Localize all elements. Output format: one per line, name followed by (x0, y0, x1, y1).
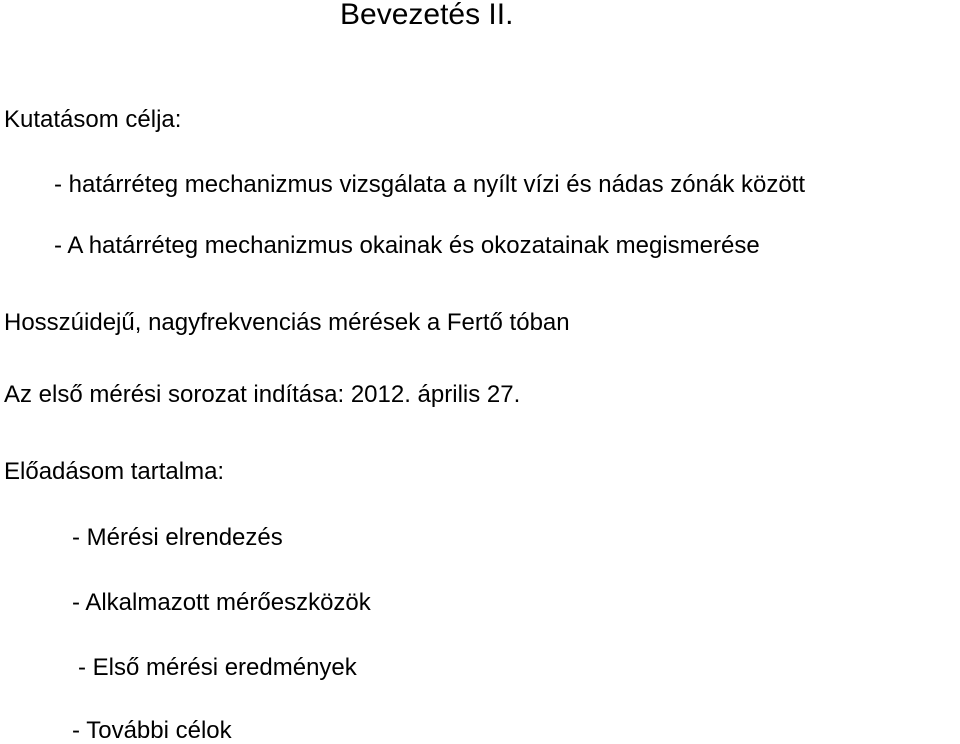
presentation-content-item: - Mérési elrendezés (72, 524, 283, 551)
research-goal-heading: Kutatásom célja: (4, 106, 182, 133)
research-goal-item: - határréteg mechanizmus vizsgálata a nyílt vízi és nádas zónák között (54, 171, 806, 198)
presentation-content-heading: Előadásom tartalma: (4, 458, 225, 485)
research-goal-item: - A határréteg mechanizmus okainak és okozatainak megismerése (54, 232, 760, 259)
long-term-measurements-text: Hosszúidejű, nagyfrekvenciás mérések a Fertő tóban (4, 309, 570, 336)
first-series-start-text: Az első mérési sorozat indítása: 2012. április 27. (4, 381, 521, 408)
presentation-content-item: - További célok (72, 717, 232, 744)
presentation-content-item: - Első mérési eredmények (78, 654, 357, 681)
page-title: Bevezetés II. (340, 0, 514, 31)
presentation-content-item: - Alkalmazott mérőeszközök (72, 589, 371, 616)
